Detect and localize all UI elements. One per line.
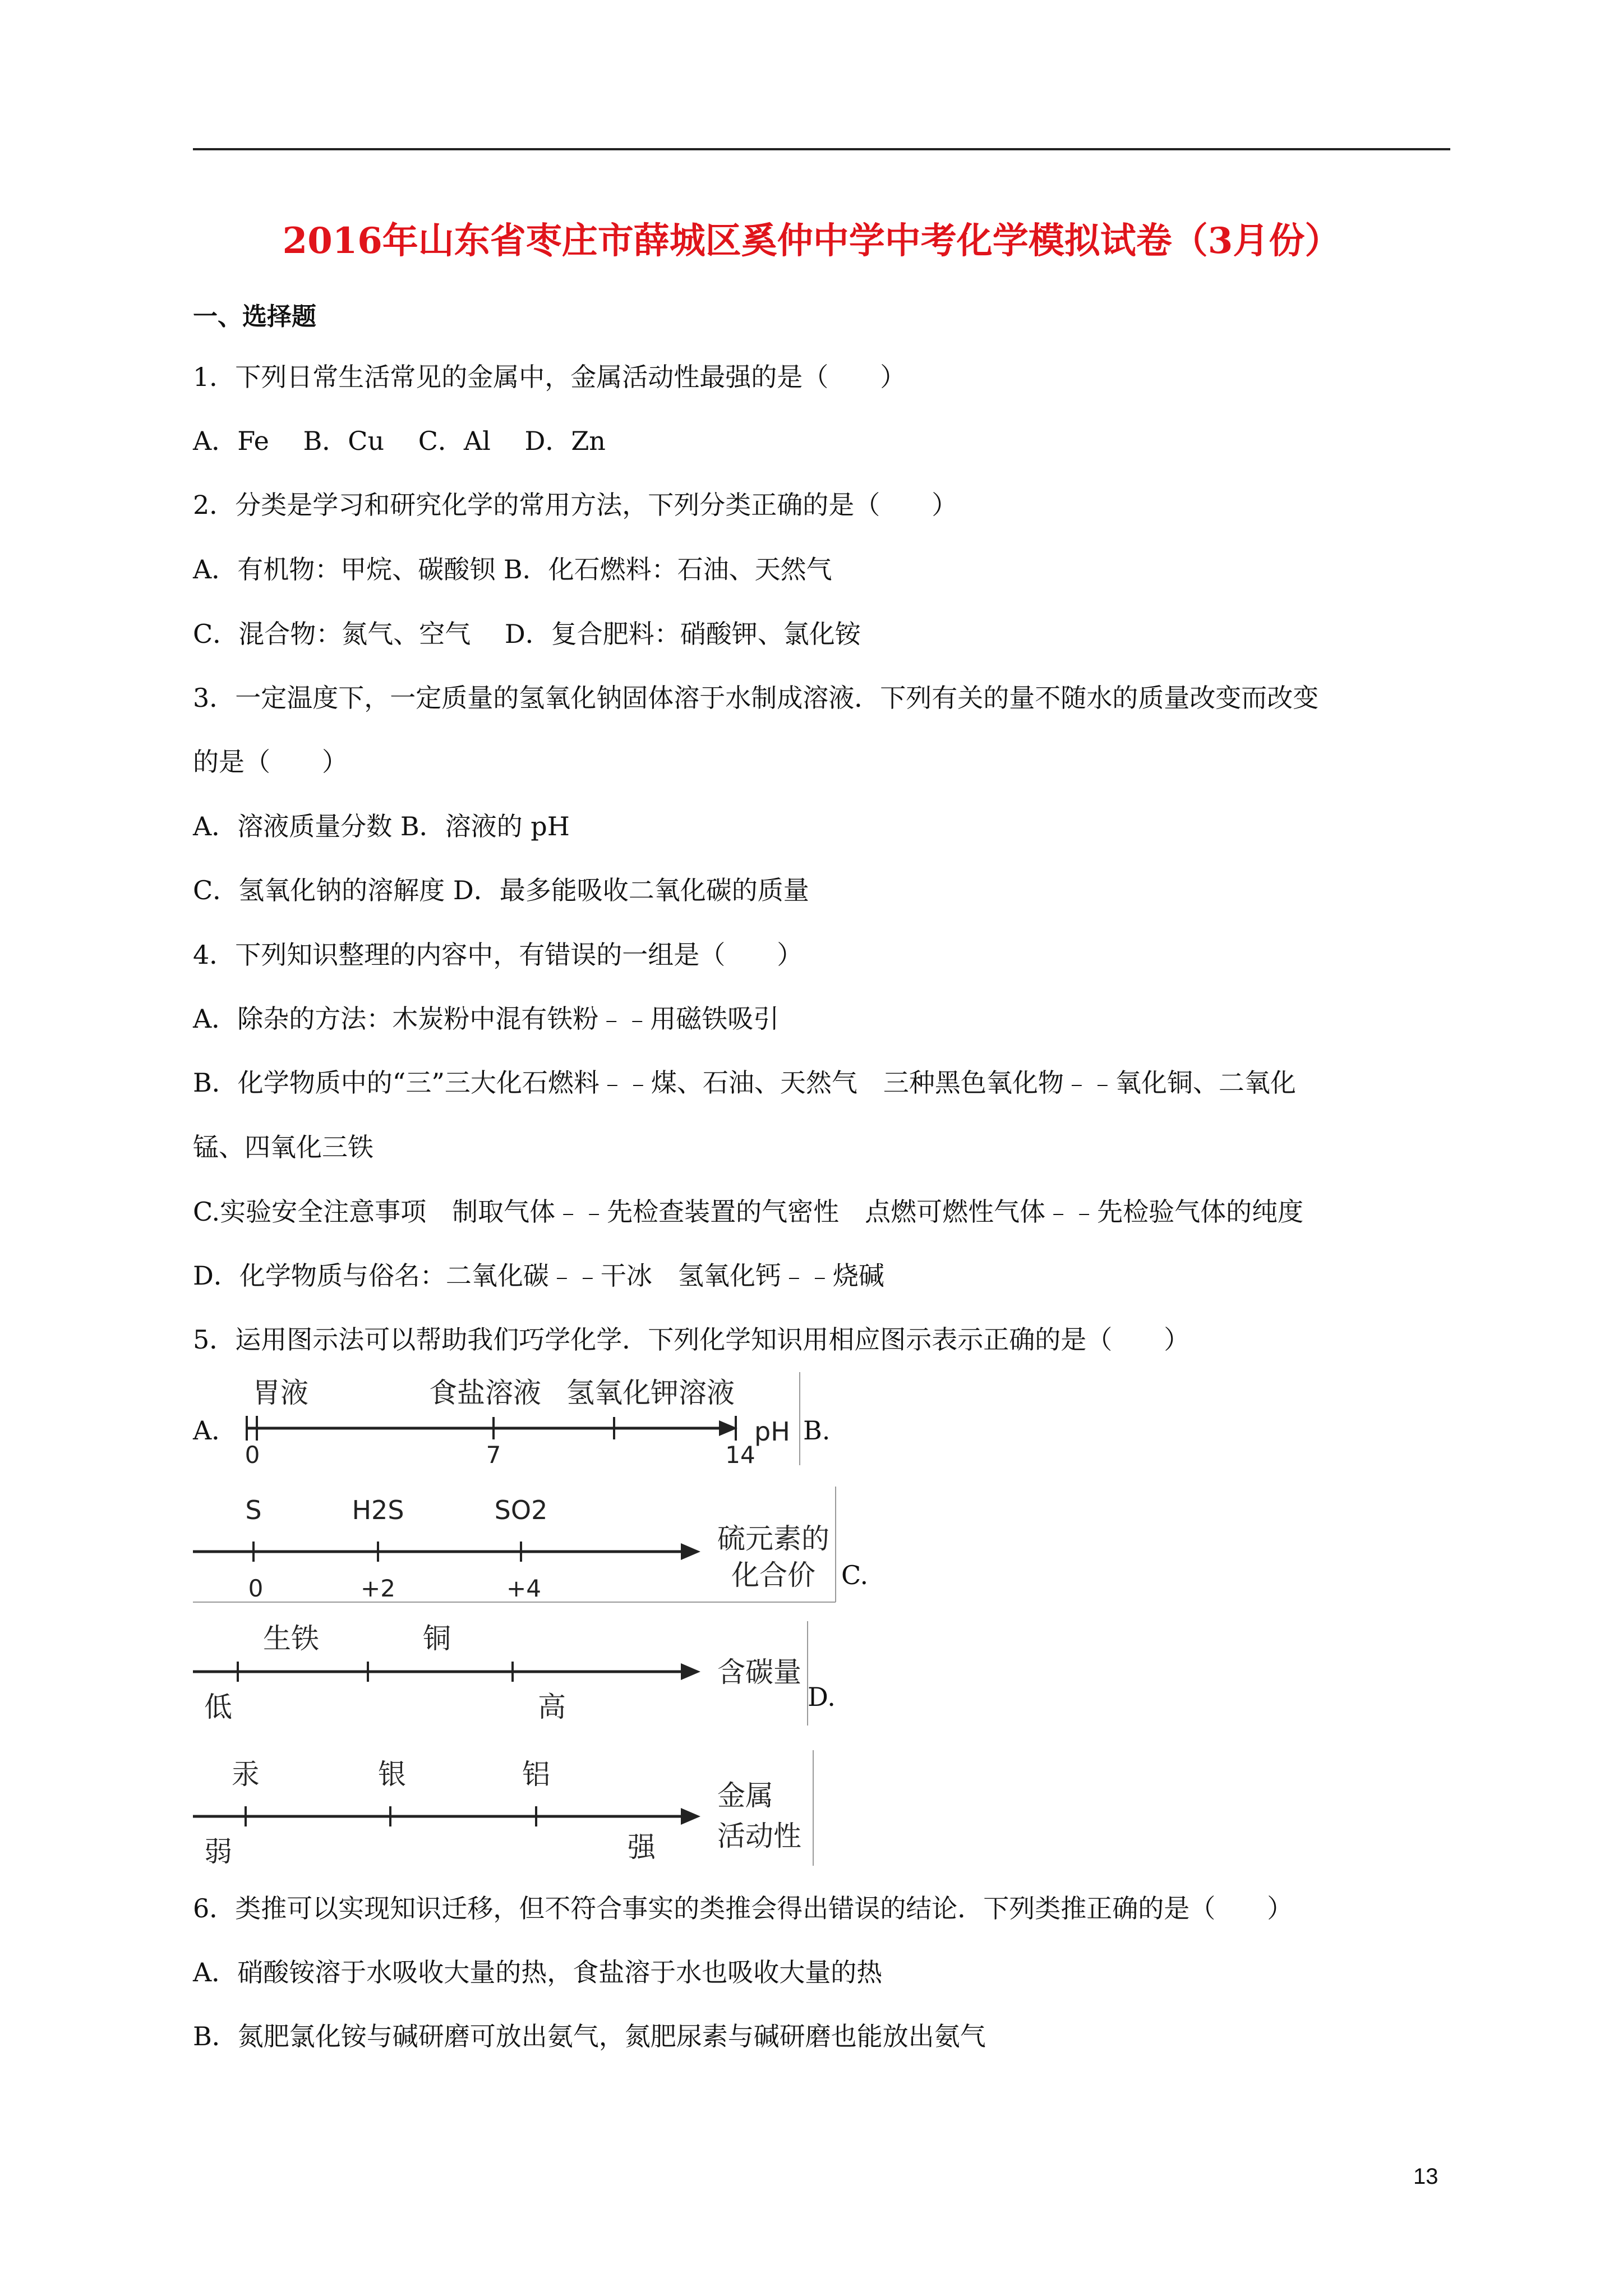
question-2: 2．分类是学习和研究化学的常用方法，下列分类正确的是（ ） bbox=[193, 490, 958, 520]
section-heading: 一、选择题 bbox=[193, 302, 316, 331]
diagram-c-label-copper: 铜 bbox=[423, 1622, 451, 1655]
diagram-c-high: 高 bbox=[538, 1691, 566, 1723]
diagram-b-tick-2: +2 bbox=[361, 1575, 395, 1602]
option-a-label: A． bbox=[193, 1415, 238, 1446]
diagram-c-carbon-content bbox=[193, 1616, 810, 1728]
diagram-d-label-mercury: 汞 bbox=[232, 1758, 260, 1791]
diagram-a-ph-scale bbox=[230, 1369, 802, 1470]
page-number: 13 bbox=[1413, 2164, 1438, 2189]
question-1-options: A．Fe B．Cu C．Al D．Zn bbox=[193, 426, 606, 456]
question-4-option-b-continued: 锰、四氧化三铁 bbox=[193, 1132, 374, 1162]
question-4-option-d: D．化学物质与俗名：二氧化碳﹣﹣干冰 氢氧化钙﹣﹣烧碱 bbox=[193, 1260, 884, 1291]
diagram-c-low: 低 bbox=[204, 1691, 232, 1723]
question-1: 1．下列日常生活常见的金属中，金属活动性最强的是（ ） bbox=[193, 362, 906, 392]
diagram-d-weak: 弱 bbox=[204, 1835, 232, 1868]
question-3-options-cd: C．氢氧化钠的溶解度 D．最多能吸收二氧化碳的质量 bbox=[193, 875, 809, 905]
diagram-a-axis-label: pH bbox=[754, 1416, 790, 1447]
diagram-a-label-salt: 食盐溶液 bbox=[429, 1377, 541, 1409]
option-b-label: B. bbox=[803, 1415, 831, 1446]
diagram-c-label-pig-iron: 生铁 bbox=[263, 1622, 319, 1655]
diagram-d-arrowhead bbox=[681, 1808, 700, 1825]
diagram-d-metal-activity bbox=[193, 1745, 815, 1868]
diagram-d-label-silver: 银 bbox=[378, 1758, 406, 1791]
diagram-d-label-aluminum: 铝 bbox=[522, 1758, 550, 1791]
diagram-b-label-s: S bbox=[245, 1495, 262, 1525]
diagram-d-axis-label-line1: 金属 bbox=[717, 1779, 773, 1812]
diagram-a-label-koh: 氢氧化钾溶液 bbox=[566, 1377, 735, 1409]
question-6-option-b: B．氮肥氯化铵与碱研磨可放出氨气，氮肥尿素与碱研磨也能放出氨气 bbox=[193, 2021, 986, 2051]
question-4: 4．下列知识整理的内容中，有错误的一组是（ ） bbox=[193, 940, 803, 970]
question-3-continued: 的是（ ） bbox=[193, 747, 348, 777]
question-3: 3．一定温度下，一定质量的氢氧化钠固体溶于水制成溶液．下列有关的量不随水的质量改变而改变 bbox=[193, 683, 1319, 713]
diagram-a-label-gastric: 胃液 bbox=[252, 1377, 308, 1409]
diagram-c-arrowhead bbox=[681, 1663, 700, 1680]
diagram-b-arrowhead bbox=[681, 1543, 700, 1560]
question-5: 5．运用图示法可以帮助我们巧学化学．下列化学知识用相应图示表示正确的是（ ） bbox=[193, 1324, 1190, 1355]
question-6: 6．类推可以实现知识迁移，但不符合事实的类推会得出错误的结论．下列类推正确的是（ ） bbox=[193, 1893, 1293, 1924]
diagram-c-axis-label: 含碳量 bbox=[717, 1656, 801, 1688]
diagram-b-axis-label-line2: 化合价 bbox=[731, 1559, 815, 1591]
option-d-label: D. bbox=[808, 1682, 836, 1712]
question-4-option-b: B．化学物质中的“三”三大化石燃料﹣﹣煤、石油、天然气 三种黑色氧化物﹣﹣氧化铜、二氧化 bbox=[193, 1068, 1296, 1098]
question-3-options-ab: A．溶液质量分数 B．溶液的 pH bbox=[193, 811, 570, 841]
diagram-a-tick-14: 14 bbox=[725, 1441, 755, 1469]
option-c-label: C. bbox=[841, 1560, 869, 1590]
diagram-d-axis-label-line2: 活动性 bbox=[717, 1820, 801, 1852]
question-4-option-c: C.实验安全注意事项 制取气体﹣﹣先检查装置的气密性 点燃可燃性气体﹣﹣先检验气体的纯度 bbox=[193, 1197, 1304, 1227]
diagram-a-tick-0: 0 bbox=[245, 1441, 260, 1469]
diagram-b-tick-4: +4 bbox=[506, 1575, 541, 1602]
question-2-options-ab: A．有机物：甲烷、碳酸钡 B．化石燃料：石油、天然气 bbox=[193, 554, 832, 585]
page-title: 2016年山东省枣庄市薛城区奚仲中学中考化学模拟试卷（3月份） bbox=[282, 220, 1341, 262]
diagram-b-label-h2s: H2S bbox=[352, 1495, 404, 1525]
diagram-b-label-so2: SO2 bbox=[494, 1495, 548, 1525]
diagram-b-sulfur-valence bbox=[193, 1481, 838, 1604]
diagram-b-axis-label-line1: 硫元素的 bbox=[717, 1522, 829, 1555]
diagram-d-strong: 强 bbox=[628, 1831, 656, 1864]
question-2-options-cd: C．混合物：氮气、空气 D．复合肥料：硝酸钾、氯化铵 bbox=[193, 619, 861, 649]
diagram-b-tick-0: 0 bbox=[248, 1575, 264, 1602]
question-6-option-a: A．硝酸铵溶于水吸收大量的热，食盐溶于水也吸收大量的热 bbox=[193, 1957, 883, 1987]
question-4-option-a: A．除杂的方法：木炭粉中混有铁粉﹣﹣用磁铁吸引 bbox=[193, 1004, 780, 1034]
header-rule bbox=[193, 148, 1450, 150]
diagram-a-tick-7: 7 bbox=[486, 1441, 501, 1469]
